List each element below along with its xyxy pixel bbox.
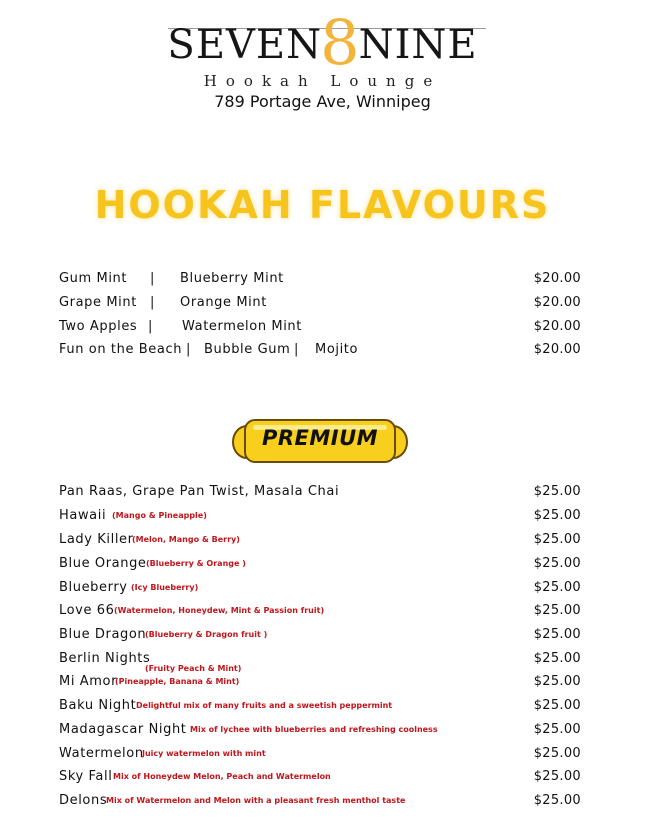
- flavour-name: Mojito: [315, 342, 359, 357]
- flavour-name: Watermelon: [59, 746, 144, 761]
- price: $25.00: [533, 580, 581, 595]
- flavour-description: (Blueberry & Orange ): [146, 559, 246, 568]
- price: $20.00: [533, 342, 581, 357]
- flavour-name: Blue Orange: [59, 556, 147, 571]
- flavour-name: Pan Raas, Grape Pan Twist, Masala Chai: [59, 484, 340, 499]
- flavour-description: (Blueberry & Dragon fruit ): [145, 630, 268, 639]
- list-item: [59, 603, 581, 623]
- price: $25.00: [533, 627, 581, 642]
- list-item: [59, 722, 581, 742]
- list-item: [59, 793, 581, 813]
- flavour-description: (Watermelon, Honeydew, Mint & Passion fruit): [114, 606, 325, 615]
- price: $25.00: [533, 746, 581, 761]
- price: $20.00: [533, 295, 581, 310]
- flavour-name: Mi Amor: [59, 674, 118, 689]
- flavour-name: Orange Mint: [180, 295, 267, 310]
- list-item: [59, 532, 581, 552]
- flavour-name: Gum Mint: [59, 271, 128, 286]
- page-title: HOOKAH FLAVOURS: [94, 183, 551, 227]
- list-item: [59, 674, 581, 694]
- flavour-description: (Icy Blueberry): [131, 583, 199, 592]
- logo-left: SEVEN: [167, 22, 323, 68]
- price: $25.00: [533, 698, 581, 713]
- price: $25.00: [533, 603, 581, 618]
- list-item: [59, 319, 581, 339]
- list-item: [59, 295, 581, 315]
- price: $25.00: [533, 532, 581, 547]
- premium-label: PREMIUM: [261, 426, 379, 450]
- flavour-name: Madagascar Night: [59, 722, 187, 737]
- flavour-description: Delightful mix of many fruits and a sweetish peppermint: [136, 701, 393, 710]
- price: $25.00: [533, 651, 581, 666]
- list-item: [59, 580, 581, 600]
- flavour-description: (Melon, Mango & Berry): [132, 535, 240, 544]
- flavour-name: Hawaii: [59, 508, 107, 523]
- price: $25.00: [533, 556, 581, 571]
- flavour-name: Bubble Gum: [204, 342, 291, 357]
- logo-wordmark: [167, 6, 478, 79]
- flavour-description: Mix of lychee with blueberries and refreshing coolness: [190, 725, 438, 734]
- list-item: [59, 508, 581, 528]
- flavour-name: Delons: [59, 793, 108, 808]
- flavour-name: Berlin Nights: [59, 651, 151, 666]
- list-item: [59, 698, 581, 718]
- list-item: [59, 271, 581, 291]
- separator: |: [150, 271, 155, 286]
- separator: |: [186, 342, 191, 357]
- flavour-name: Blueberry Mint: [180, 271, 284, 286]
- flavour-name: Watermelon Mint: [182, 319, 302, 334]
- price: $20.00: [533, 271, 581, 286]
- list-item: [59, 746, 581, 766]
- flavour-name: Baku Night: [59, 698, 137, 713]
- flavour-name: Sky Fall: [59, 769, 113, 784]
- list-item: [59, 484, 581, 504]
- list-item: [59, 627, 581, 647]
- list-item: [59, 769, 581, 789]
- logo: [0, 6, 645, 79]
- logo-eight: 8: [320, 6, 361, 79]
- flavour-description: (Pineapple, Banana & Mint): [115, 677, 240, 686]
- separator: |: [294, 342, 299, 357]
- flavour-name: Grape Mint: [59, 295, 137, 310]
- flavour-name: Blue Dragon: [59, 627, 147, 642]
- list-item: [59, 651, 581, 671]
- flavour-name: Two Apples: [59, 319, 138, 334]
- separator: |: [148, 319, 153, 334]
- flavour-name: Love 66: [59, 603, 115, 618]
- price: $25.00: [533, 769, 581, 784]
- flavour-description: Mix of Watermelon and Melon with a pleasant fresh menthol taste: [106, 796, 406, 805]
- flavour-description: Mix of Honeydew Melon, Peach and Watermelon: [113, 772, 331, 781]
- flavour-name: Blueberry: [59, 580, 128, 595]
- flavour-name: Fun on the Beach: [59, 342, 183, 357]
- separator: |: [150, 295, 155, 310]
- price: $25.00: [533, 722, 581, 737]
- flavour-description: (Mango & Pineapple): [112, 511, 207, 520]
- premium-badge: [231, 417, 409, 464]
- logo-right: NINE: [358, 22, 478, 68]
- flavour-description: Juicy watermelon with mint: [142, 749, 266, 758]
- price: $20.00: [533, 319, 581, 334]
- price: $25.00: [533, 674, 581, 689]
- flavour-name: Lady Killer: [59, 532, 134, 547]
- list-item: [59, 342, 581, 362]
- list-item: [59, 556, 581, 576]
- price: $25.00: [533, 508, 581, 523]
- price: $25.00: [533, 793, 581, 808]
- address: 789 Portage Ave, Winnipeg: [214, 92, 431, 111]
- price: $25.00: [533, 484, 581, 499]
- logo-subtitle: Hookah Lounge: [203, 72, 442, 90]
- flavour-description: (Fruity Peach & Mint): [145, 664, 242, 673]
